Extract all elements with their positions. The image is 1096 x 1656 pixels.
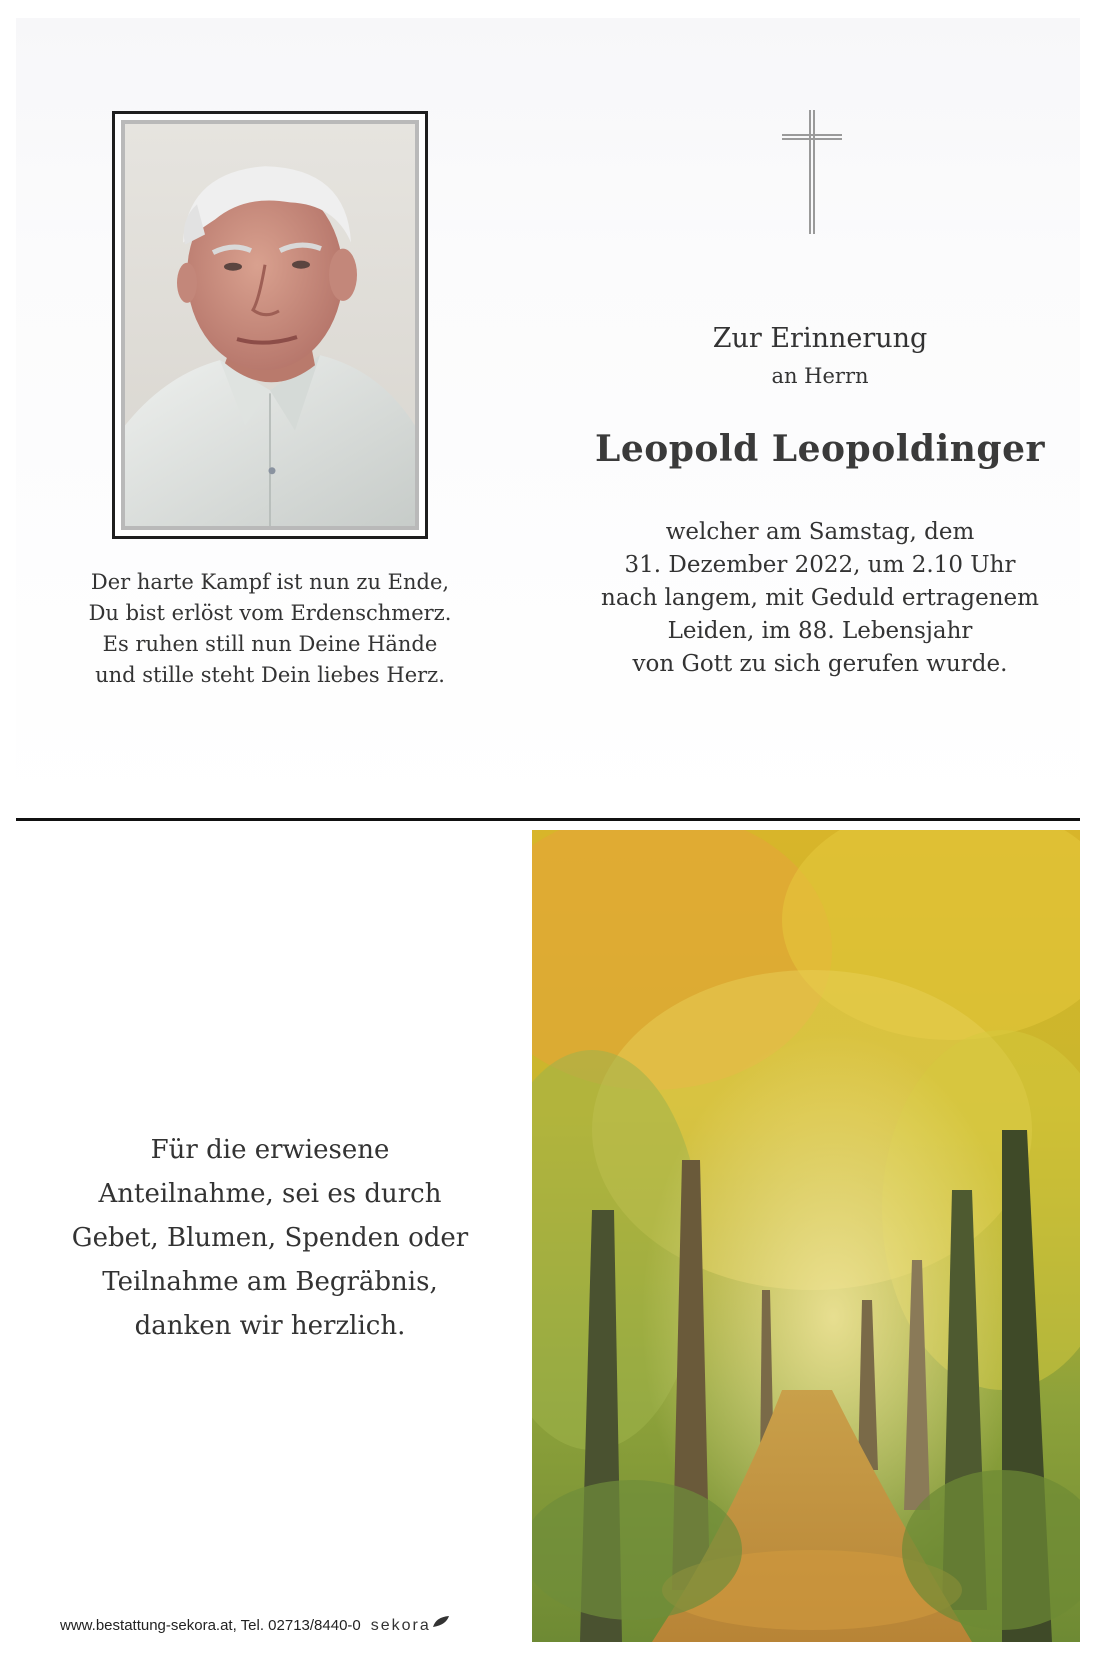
portrait-photo-frame	[112, 111, 428, 539]
thanks-line: Gebet, Blumen, Spenden oder	[71, 1223, 469, 1253]
funeral-home-contact: www.bestattung-sekora.at, Tel. 02713/8440-0	[60, 1616, 361, 1634]
notice-line: Leiden, im 88. Lebensjahr	[667, 618, 973, 644]
notice-line: 31. Dezember 2022, um 2.10 Uhr	[624, 552, 1016, 578]
notice-line: nach langem, mit Geduld ertragenem	[601, 585, 1039, 611]
death-notice	[560, 516, 1080, 681]
memorial-verse	[70, 567, 470, 691]
funeral-home-logo	[371, 1615, 450, 1635]
memorial-intro: Zur Erinnerung	[712, 323, 928, 354]
notice-line: welcher am Samstag, dem	[665, 519, 975, 545]
verse-line: Du bist erlöst vom Erdenschmerz.	[88, 601, 452, 625]
footer	[60, 1612, 500, 1638]
verse-line: Der harte Kampf ist nun zu Ende,	[90, 570, 450, 594]
thanks-message	[60, 1128, 480, 1348]
memorial-intro-sub: an Herrn	[771, 364, 869, 388]
verse-line: und stille steht Dein liebes Herz.	[95, 663, 445, 687]
autumn-forest-path-photo	[532, 830, 1080, 1642]
deceased-name: Leopold Leopoldinger	[595, 428, 1045, 470]
thanks-line: Anteilnahme, sei es durch	[98, 1179, 442, 1209]
thanks-line: Teilnahme am Begräbnis,	[102, 1267, 438, 1297]
cross-icon	[780, 108, 844, 236]
thanks-line: Für die erwiesene	[150, 1135, 390, 1165]
leaf-icon	[432, 1615, 450, 1629]
portrait-photo	[121, 120, 419, 530]
logo-wordmark: sekora	[370, 1617, 431, 1634]
notice-line: von Gott zu sich gerufen wurde.	[632, 651, 1008, 677]
verse-line: Es ruhen still nun Deine Hände	[102, 632, 438, 656]
thanks-line: danken wir herzlich.	[134, 1311, 406, 1341]
